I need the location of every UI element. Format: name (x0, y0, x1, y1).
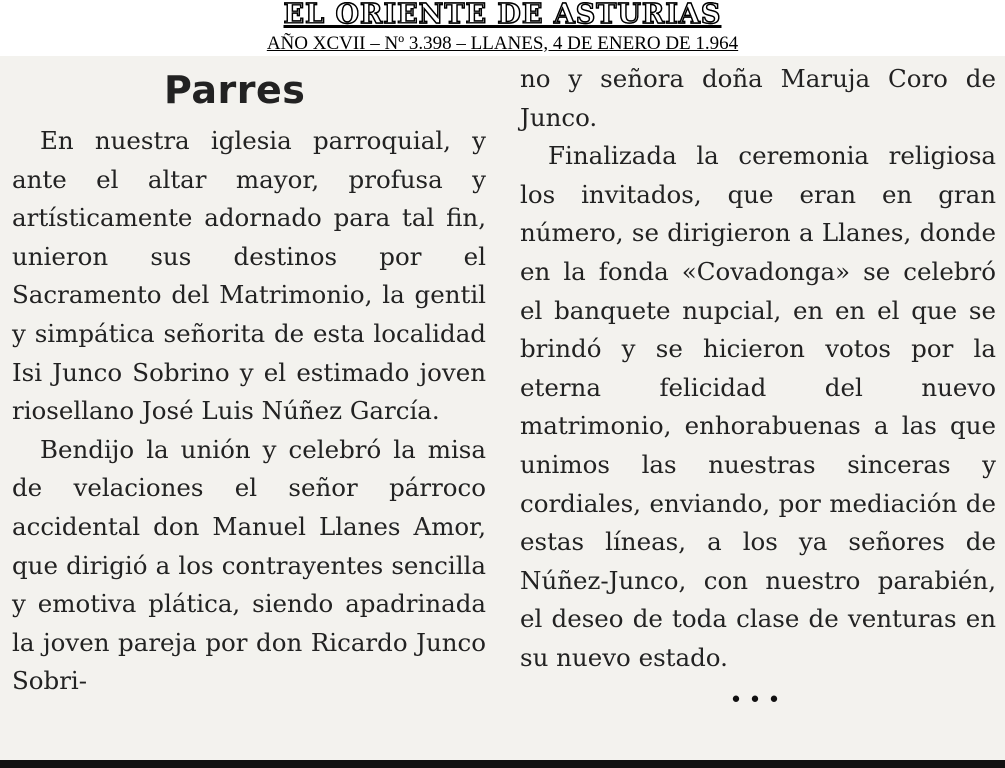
article-paragraph: En nuestra iglesia parroquial, y ante el altar mayor, profusa y artísticamente adornado para tal fin, unieron sus destinos por el Sacramento del Matrimonio, la gentil y simpática señorita de esta localidad Isi Junco Sobrino y el estimado joven riosellano José Luis Núñez García. (12, 126, 486, 426)
article-headline: Parres (164, 68, 306, 112)
article-column-right (520, 60, 996, 720)
bottom-rule (0, 760, 1005, 768)
newspaper-masthead (0, 0, 1005, 30)
article-paragraph: Bendijo la unión y celebró la misa de velaciones el señor párroco accidental don Manuel Llanes Amor, que dirigió a los contrayentes sencilla y emotiva plática, siendo apadrinada la joven pareja por don Ricardo Junco Sobri- (12, 434, 486, 696)
article-paragraph: Finalizada la ceremonia religiosa los invitados, que eran en gran número, se dirigieron a Llanes, donde en la fonda «Covadonga» se celebró el banquete nupcial, en en el que se brindó y se hicieron votos por la eterna felicidad del nuevo matrimonio, enhorabuenas a las que unimos las nuestras sinceras y cordiales, enviando, por mediación de estas líneas, a los ya señores de Núñez-Junco, con nuestro parabién, el deseo de toda clase de venturas en su nuevo estado. (520, 141, 996, 672)
article-column-left (12, 60, 486, 701)
masthead-title: EL ORIENTE DE ASTURIAS (283, 0, 722, 30)
end-of-article-mark: ••• (729, 687, 787, 713)
article-paragraph: no y señora doña Maruja Coro de Junco. (520, 64, 996, 132)
issue-line: AÑO XCVII – Nº 3.398 – LLANES, 4 DE ENERO DE 1.964 (266, 33, 739, 54)
